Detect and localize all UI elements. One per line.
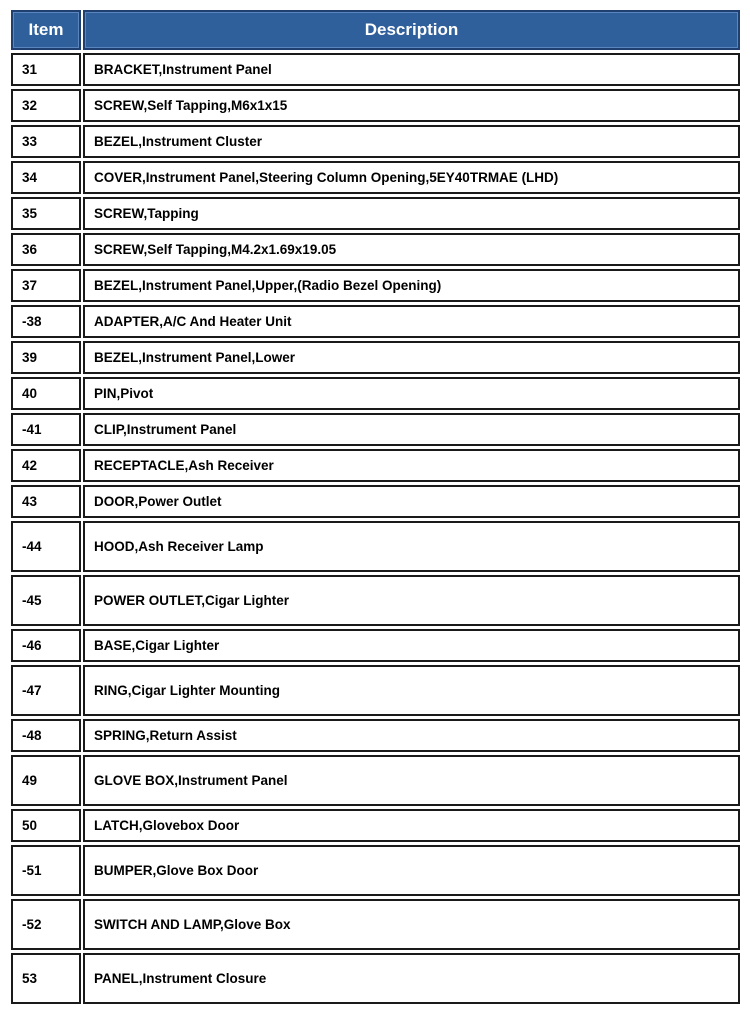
- table-row: [11, 161, 740, 194]
- table-row: [11, 899, 740, 950]
- item-number-cell: -45: [11, 575, 81, 626]
- description-cell: SWITCH AND LAMP,Glove Box: [83, 899, 740, 950]
- item-number-cell: 50: [11, 809, 81, 842]
- item-number-cell: -51: [11, 845, 81, 896]
- table-row: [11, 197, 740, 230]
- description-cell: POWER OUTLET,Cigar Lighter: [83, 575, 740, 626]
- description-cell: BEZEL,Instrument Panel,Lower: [83, 341, 740, 374]
- description-cell: BEZEL,Instrument Cluster: [83, 125, 740, 158]
- table-row: [11, 449, 740, 482]
- description-cell: DOOR,Power Outlet: [83, 485, 740, 518]
- header-row: [11, 10, 740, 50]
- table-row: [11, 629, 740, 662]
- table-row: [11, 125, 740, 158]
- item-column-header: Item: [11, 10, 81, 50]
- table-row: [11, 269, 740, 302]
- description-cell: CLIP,Instrument Panel: [83, 413, 740, 446]
- table-row: [11, 719, 740, 752]
- table-row: [11, 413, 740, 446]
- item-number-cell: -47: [11, 665, 81, 716]
- item-number-cell: 31: [11, 53, 81, 86]
- item-number-cell: 32: [11, 89, 81, 122]
- description-cell: BASE,Cigar Lighter: [83, 629, 740, 662]
- table-row: [11, 575, 740, 626]
- table-row: [11, 809, 740, 842]
- table-row: [11, 233, 740, 266]
- description-cell: GLOVE BOX,Instrument Panel: [83, 755, 740, 806]
- item-number-cell: -52: [11, 899, 81, 950]
- item-number-cell: 37: [11, 269, 81, 302]
- description-cell: PIN,Pivot: [83, 377, 740, 410]
- description-cell: BUMPER,Glove Box Door: [83, 845, 740, 896]
- description-column-header: Description: [83, 10, 740, 50]
- item-number-cell: 33: [11, 125, 81, 158]
- description-cell: ADAPTER,A/C And Heater Unit: [83, 305, 740, 338]
- description-cell: COVER,Instrument Panel,Steering Column Opening,5EY40TRMAE (LHD): [83, 161, 740, 194]
- item-number-cell: 36: [11, 233, 81, 266]
- description-cell: PANEL,Instrument Closure: [83, 953, 740, 1004]
- description-cell: BEZEL,Instrument Panel,Upper,(Radio Bezel Opening): [83, 269, 740, 302]
- description-cell: LATCH,Glovebox Door: [83, 809, 740, 842]
- item-number-cell: 43: [11, 485, 81, 518]
- table-row: [11, 305, 740, 338]
- item-number-cell: 39: [11, 341, 81, 374]
- description-cell: SCREW,Self Tapping,M6x1x15: [83, 89, 740, 122]
- table-row: [11, 665, 740, 716]
- description-cell: SCREW,Self Tapping,M4.2x1.69x19.05: [83, 233, 740, 266]
- table-row: [11, 845, 740, 896]
- item-number-cell: 35: [11, 197, 81, 230]
- table-row: [11, 53, 740, 86]
- item-number-cell: 53: [11, 953, 81, 1004]
- parts-body: [11, 53, 740, 1004]
- table-row: [11, 755, 740, 806]
- description-cell: RING,Cigar Lighter Mounting: [83, 665, 740, 716]
- item-number-cell: -38: [11, 305, 81, 338]
- item-number-cell: -46: [11, 629, 81, 662]
- item-number-cell: -44: [11, 521, 81, 572]
- table-row: [11, 341, 740, 374]
- description-cell: BRACKET,Instrument Panel: [83, 53, 740, 86]
- item-number-cell: -41: [11, 413, 81, 446]
- table-row: [11, 953, 740, 1004]
- parts-table: [9, 7, 742, 1007]
- table-row: [11, 89, 740, 122]
- description-cell: SPRING,Return Assist: [83, 719, 740, 752]
- item-number-cell: -48: [11, 719, 81, 752]
- item-number-cell: 42: [11, 449, 81, 482]
- table-row: [11, 521, 740, 572]
- table-row: [11, 377, 740, 410]
- item-number-cell: 40: [11, 377, 81, 410]
- item-number-cell: 34: [11, 161, 81, 194]
- description-cell: SCREW,Tapping: [83, 197, 740, 230]
- description-cell: RECEPTACLE,Ash Receiver: [83, 449, 740, 482]
- item-number-cell: 49: [11, 755, 81, 806]
- table-row: [11, 485, 740, 518]
- description-cell: HOOD,Ash Receiver Lamp: [83, 521, 740, 572]
